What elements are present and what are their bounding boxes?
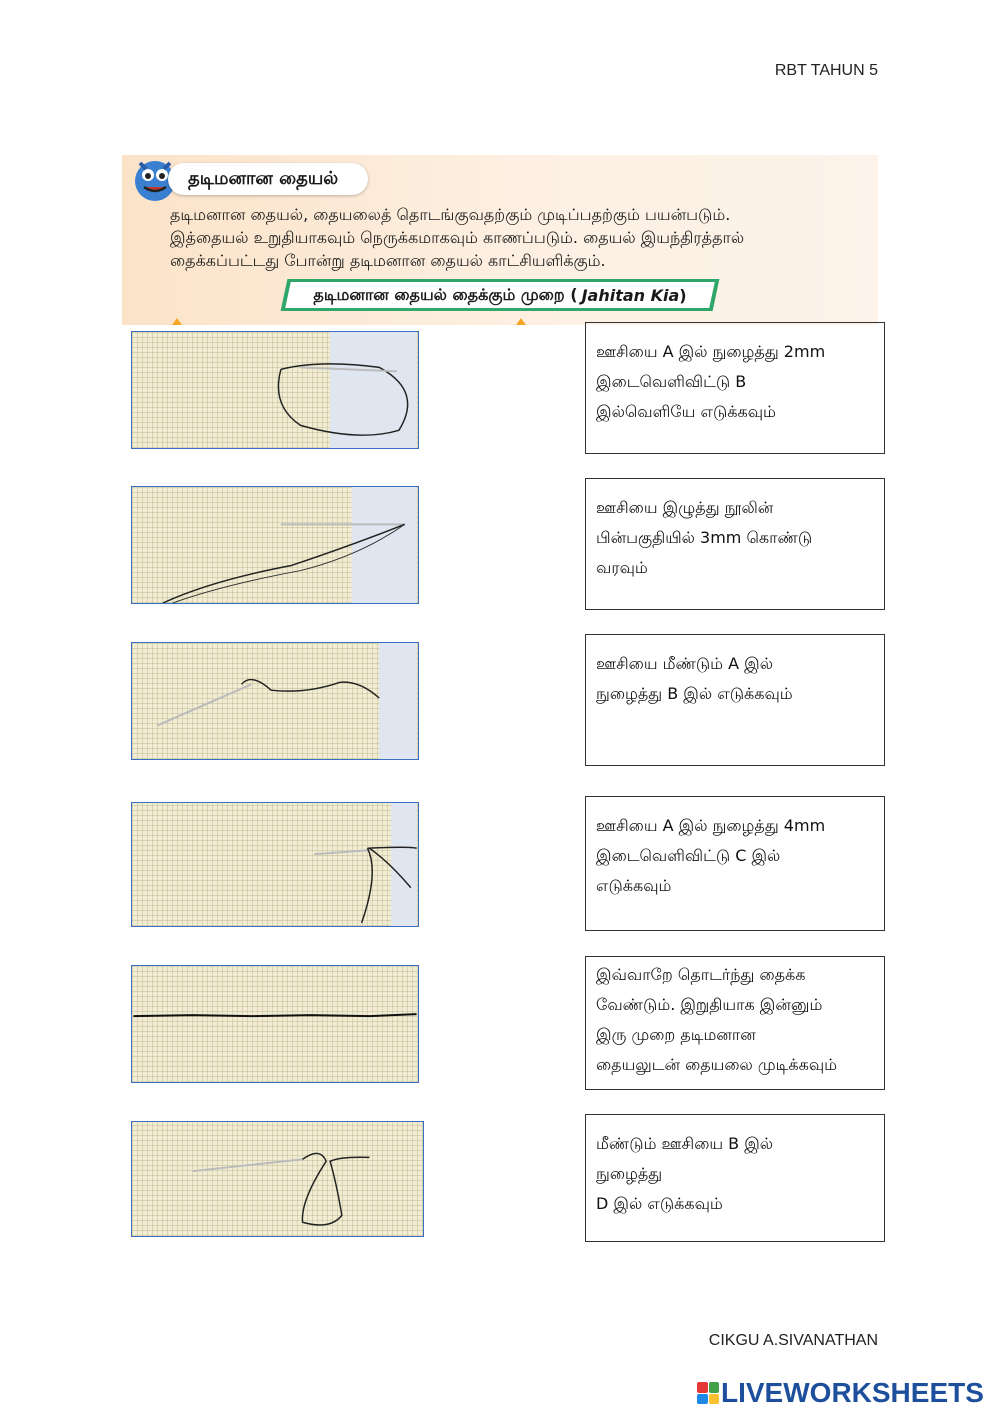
- step-text: இவ்வாறே தொடர்ந்து தைக்க: [596, 965, 806, 984]
- step-text: வரவும்: [596, 558, 648, 577]
- step-text: நுழைத்து: [596, 1164, 663, 1183]
- step-photo-1: [131, 331, 419, 449]
- step-text: பின்பகுதியில் 3mm கொண்டு: [596, 528, 813, 547]
- step-photo-3: [131, 642, 419, 760]
- subtitle-main: தடிமனான தையல் தைக்கும் முறை (: [313, 284, 578, 304]
- step-box-4: [585, 796, 885, 931]
- step-text: இல்வெளியே எடுக்கவும்: [596, 402, 776, 421]
- lesson-banner: [122, 155, 878, 325]
- step-photo-6: [131, 1121, 424, 1237]
- footer-label: CIKGU A.SIVANATHAN: [708, 1332, 878, 1349]
- step-photo-2: [131, 486, 419, 604]
- stitch-illustration: [132, 487, 418, 603]
- stitch-illustration: [132, 966, 418, 1082]
- subtitle-end: ): [679, 285, 687, 305]
- brand-text: LIVEWORKSHEETS: [721, 1377, 984, 1408]
- step-text: ஊசியை இழுத்து நூலின்: [596, 498, 774, 517]
- stitch-illustration: [132, 803, 418, 926]
- intro-line: இத்தையல் உறுதியாகவும் நெருக்கமாகவும் காணப்படும். தையல் இயந்திரத்தால்: [170, 228, 745, 247]
- step-text: இடைவெளிவிட்டு B: [596, 372, 747, 391]
- intro-line: தடிமனான தையல், தையலைத் தொடங்குவதற்கும் முடிப்பதற்கும் பயன்படும்.: [170, 205, 731, 224]
- step-text: வேண்டும். இறுதியாக இன்னும்: [596, 995, 823, 1014]
- step-text: D இல் எடுக்கவும்: [596, 1194, 723, 1213]
- step-box-3: [585, 634, 885, 766]
- step-box-1: [585, 322, 885, 454]
- stitch-illustration: [132, 643, 418, 759]
- header-label: RBT TAHUN 5: [774, 62, 878, 79]
- warning-triangle-icon: [516, 318, 526, 325]
- section-title: தடிமனான தையல்: [168, 163, 368, 195]
- step-text: இரு முறை தடிமனான: [596, 1025, 756, 1044]
- step-text: இடைவெளிவிட்டு C இல்: [596, 846, 781, 865]
- step-text: மீண்டும் ஊசியை B இல்: [596, 1134, 774, 1153]
- stitch-illustration: [132, 1122, 423, 1236]
- subtitle-italic: Jahitan Kia: [581, 285, 680, 305]
- step-text: ஊசியை A இல் நுழைத்து 4mm: [596, 816, 826, 835]
- step-box-5: [585, 956, 885, 1090]
- step-text: தையலுடன் தையலை முடிக்கவும்: [596, 1055, 838, 1074]
- step-box-2: [585, 478, 885, 610]
- step-photo-4: [131, 802, 419, 927]
- liveworksheets-logo-icon: [697, 1382, 719, 1404]
- step-text: ஊசியை A இல் நுழைத்து 2mm: [596, 342, 826, 361]
- stitch-illustration: [132, 332, 418, 448]
- subtitle: [284, 279, 716, 311]
- intro-paragraph: [170, 203, 870, 272]
- step-box-6: [585, 1114, 885, 1242]
- step-photo-5: [131, 965, 419, 1083]
- warning-triangle-icon: [172, 318, 182, 325]
- step-text: எடுக்கவும்: [596, 876, 672, 895]
- step-text: ஊசியை மீண்டும் A இல்: [596, 654, 774, 673]
- intro-line: தைக்கப்பட்டது போன்று தடிமனான தையல் காட்சியளிக்கும்.: [170, 251, 606, 270]
- step-text: நுழைத்து B இல் எடுக்கவும்: [596, 684, 793, 703]
- brand-logo[interactable]: [697, 1376, 984, 1410]
